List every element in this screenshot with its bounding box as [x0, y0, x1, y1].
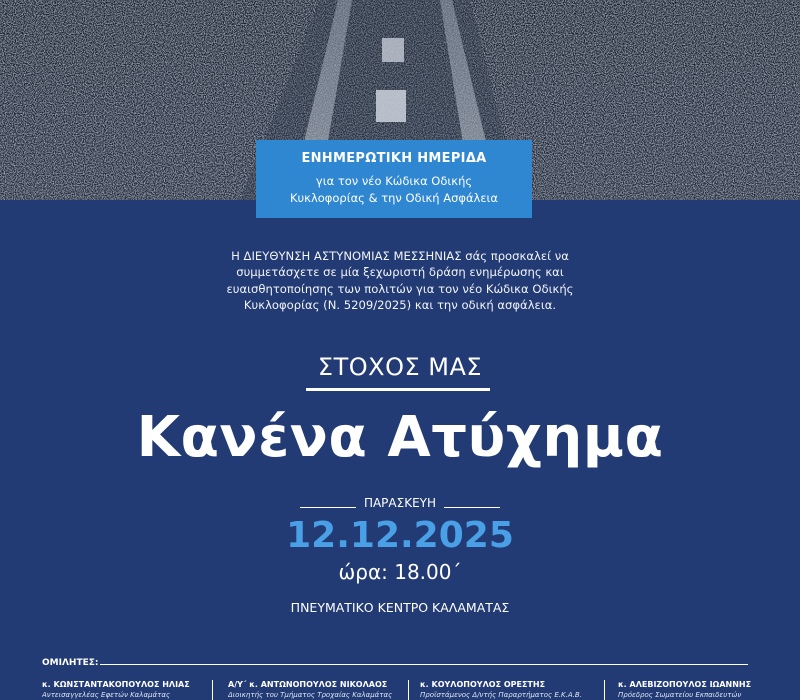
invitation-line: ευαισθητοποίησης των πολιτών για τον νέο Κώδικα Οδικής	[226, 281, 574, 296]
day-rule-left	[300, 507, 356, 508]
banner-subtitle-line: για τον νέο Κώδικα Οδικής	[315, 174, 473, 188]
speaker-item	[228, 680, 404, 700]
speaker-role: Πρόεδρος Σωματείου Εκπαιδευτών	[618, 691, 742, 699]
speaker-separator	[408, 680, 409, 700]
speaker-item	[42, 680, 202, 700]
speakers-list	[38, 680, 768, 700]
event-time: ώρα: 18.00΄	[338, 560, 462, 584]
goal-label: ΣΤΟΧΟΣ ΜΑΣ	[317, 353, 483, 381]
banner-title: ΕΝΗΜΕΡΩΤΙΚΗ ΗΜΕΡΙΔΑ	[301, 151, 487, 166]
speaker-name: κ. ΑΛΕΒΙΖΟΠΟΥΛΟΣ ΙΩΑΝΝΗΣ	[618, 680, 752, 689]
headline: Κανένα Ατύχημα	[136, 405, 664, 470]
event-day-label: ΠΑΡΑΣΚΕΥΗ	[363, 496, 437, 510]
banner-subtitle	[256, 173, 532, 207]
day-rule-right	[444, 507, 500, 508]
speaker-item	[618, 680, 768, 700]
speaker-name: κ. ΚΩΝΣΤΑΝΤΑΚΟΠΟΥΛΟΣ ΗΛΙΑΣ	[42, 680, 190, 689]
speaker-name: κ. ΚΟΥΛΟΠΟΥΛΟΣ ΟΡΕΣΤΗΣ	[420, 680, 546, 689]
event-venue: ΠΝΕΥΜΑΤΙΚΟ ΚΕΝΤΡΟ ΚΑΛΑΜΑΤΑΣ	[290, 600, 510, 615]
speakers-divider	[100, 664, 748, 665]
speaker-role: Προϊστάμενος Δ/ντής Παραρτήματος Ε.Κ.Α.Β.	[420, 691, 582, 699]
banner-subtitle-line: Κυκλοφορίας & την Οδική Ασφάλεια	[289, 191, 499, 205]
event-date: 12.12.2025	[286, 515, 514, 556]
invitation-line: Κυκλοφορίας (Ν. 5209/2025) και την οδική ασφάλεια.	[243, 297, 557, 312]
event-day	[0, 493, 800, 513]
invitation-line: Η ΔΙΕΥΘΥΝΣΗ ΑΣΤΥΝΟΜΙΑΣ ΜΕΣΣΗΝΙΑΣ σάς προσκαλεί να	[231, 249, 569, 263]
speaker-item	[420, 680, 600, 700]
speaker-role: Αντεισαγγελέας Εφετών Καλαμάτας	[42, 691, 171, 699]
speaker-role: Διοικητής του Τμήματος Τροχαίας Καλαμάτας	[228, 691, 393, 699]
speaker-name: Α/Υ΄ κ. ΑΝΤΩΝΟΠΟΥΛΟΣ ΝΙΚΟΛΑΟΣ	[228, 680, 388, 689]
event-banner	[256, 140, 532, 218]
speaker-separator	[212, 680, 213, 700]
speakers-label: ΟΜΙΛΗΤΕΣ:	[42, 658, 99, 668]
invitation-line: συμμετάσχετε σε μία ξεχωριστή δράση ενημέρωσης και	[236, 265, 564, 280]
invitation-text	[170, 248, 630, 313]
goal-underline	[306, 388, 490, 391]
speaker-separator	[604, 680, 605, 700]
